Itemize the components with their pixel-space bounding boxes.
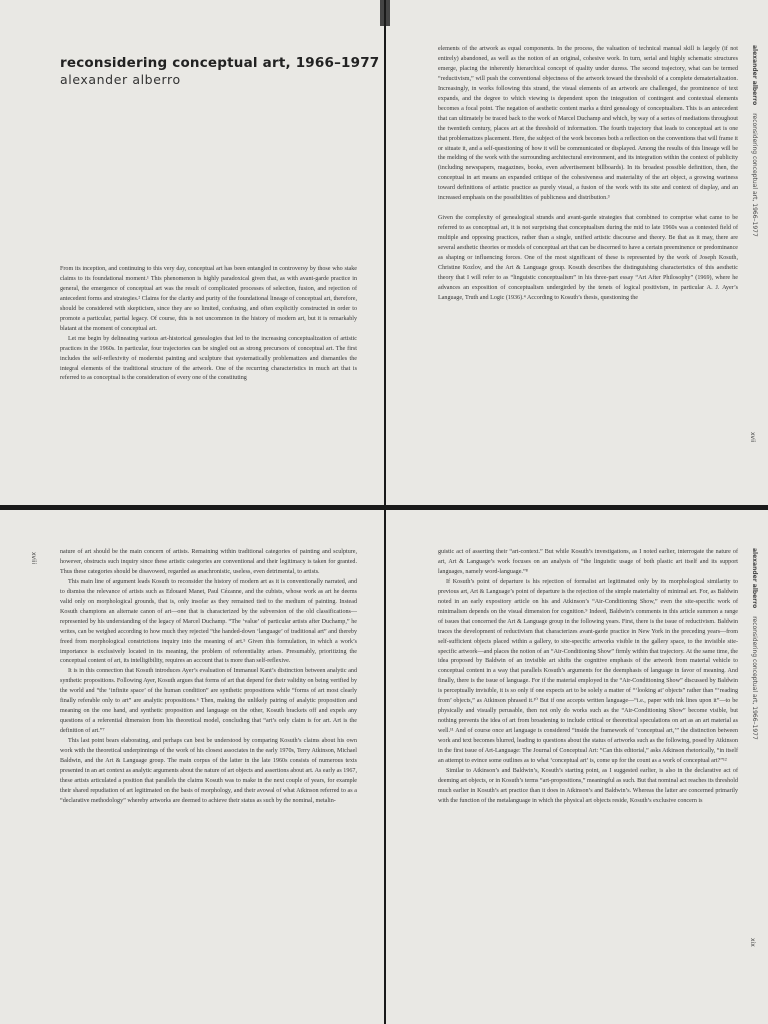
paragraph: From its inception, and continuing to this very day, conceptual art has been entangled in controversy by those who stake claims to its foundational moment.¹ This phenomenon is highly paradoxical given that, as with avant-garde practice in general, the emergence of conceptual art was the result of complicated processes of selection, fusion, and rejection of antecedent forms and strategies.² Claims for the clarity and purity of the foundational lineage of conceptual art, therefore, should be considered with skepticism, since they are so limited, confusing, and often explicitly constructed in order to promote a particular, partial legacy. Of course, this is not uncommon in the history of modern art, but it is remarkably blatant at the moment of conceptual art. [60, 266, 357, 332]
paragraph: This main line of argument leads Kosuth to reconsider the history of modern art as it is conventionally narrated, and to dismiss the relevance of artists such as Edouard Manet, Paul Cézanne, and the cubists, whose work as art he deems valid only on morphological grounds, that is, only insofar as they remained tied to the medium of painting. Instead Kosuth champions an alternate canon of art—one that is characterized by the subversion of the old classifications—represented by his understanding of the legacy of Marcel Duchamp. “The ‘value’ of particular artists after Duchamp,” he writes, can be weighed according to how much they rejected “the handed-down ‘language’ of traditional art” and thereby freed from morphological constrictions inquiry into the meaning of art.⁵ Given this formulation, in which a work’s importance is exclusively located in its meaning, the problem of referentiality arises. Presumably, prioritizing the conceptual content of art, its intelligibility, requires an account that is more than self-reflexive. [60, 578, 357, 665]
body-text [438, 45, 738, 304]
paragraph: guistic act of asserting their “art-context.” But while Kosuth’s investigations, as I noted earlier, interrogate the nature of art, Art & Language’s work focuses on an analysis of “the linguistic usage of both plastic art itself and its support languages, namely word-language.”⁸ [438, 549, 738, 575]
page-3 [0, 510, 384, 1024]
running-head [751, 45, 758, 237]
page-edge-tab [380, 0, 384, 26]
running-head-author: alexander alberro [751, 45, 758, 106]
paragraph: It is in this connection that Kosuth introduces Ayer’s evaluation of Immanuel Kant’s distinction between analytic and synthetic propositions. Following Ayer, Kosuth argues that forms of art that depend for their validity on being verified by the world and “the ‘infinite space’ of the human condition” are synthetic propositions while “forms of art most clearly finally referable only to art” are analytic propositions.⁶ Then, making the unlikely pairing of analytic proposition and meaning on the one hand, and synthetic proposition and language on the other, Kosuth brackets off and expels any questions of a referential dimension from his theoretical model, concluding that “art’s only claim is for art. Art is the definition of art.”⁷ [60, 668, 357, 735]
running-head-author: alexander alberro [751, 548, 758, 609]
article-author: alexander alberro [60, 72, 181, 87]
body-text [60, 548, 357, 807]
paragraph: nature of art should be the main concern of artists. Remaining within traditional categories of painting and sculpture, however, obstructs such inquiry since these artistic categories are conventional and their legitimacy is taken for granted. Thus these categories should be disavowed, regarded as anachronistic, useless, even detrimental, to artists. [60, 549, 357, 575]
paragraph: If Kosuth’s point of departure is his rejection of formalist art legitimated only by its morphological similarity to previous art, Art & Language’s point of departure is the rejection of the simple materiality of minimal art. For, as Baldwin noted in an early expository article on his and Atkinson’s “Air-Conditioning Show,” even the site-specific work of minimalism depends on the visual dimension for cognition.⁹ Indeed, Baldwin’s comments in this article summon a range of issues that concerned the Art & Language group in the following years. First, there is the issue of reductivism. Baldwin traces the development of reductivism that characterizes avant-garde practice in New York in the preceding years—from self-sufficient objects placed within a gallery, to site-specific artworks visible in the gallery space, to the invisible site-specific artwork—and places the notion of an “Air-Conditioning Show” firmly within that trajectory. At the same time, the idea proposed by Baldwin of an invisible art shifts the cognitive emphasis of the artwork from material vehicle to conceptual content in a way that parallels Kosuth’s arguments for the deemphasis of language in favor of meaning. And finally, there is the issue of language. For if the material employed in the “Air-Conditioning Show” discussed by Baldwin is perceptually invisible, it is so only if one expects art to be solely a matter of “‘looking at’ objects” rather than “‘reading from’ objects,” as Atkinson phrased it.¹⁰ But if one accepts written language—“i.e., paper with ink lines upon it”—to be physically and visually perusable, then not only do works such as the “Air-Conditioning Show” become visible, but nothing prevents the idea of art from broadening to include critical or theoretical speculations on art as an art material as well.¹¹ And of course once art language is considered “inside the framework of ‘conceptual art,’” the distinction between work and text becomes blurred, leading to questions about the status of artworks such as the following, posed by Atkinson in the first issue of Art-Language: The Journal of Conceptual Art: “Can this editorial,” asks Atkinson rhetorically, “in itself an attempt to evince some outlines as to what ‘conceptual art’ is, come up for the count as a work of conceptual art?”¹² [438, 578, 738, 765]
running-head-title: reconsidering conceptual art, 1966–1977 [751, 616, 758, 740]
page-2 [386, 0, 768, 505]
paragraph: This last point bears elaborating, and perhaps can best be understood by comparing Kosuth’s claims about his own work with the theoretical underpinnings of the work of his closest associates in the early 1970s, Terry Atkinson, Michael Baldwin, and the Art & Language group. The main corpus of the latter in the late 1960s consists of numerous texts presented in an art context as analytic arguments about the nature of art objects and assertions about art. As early as 1967, these artists articulated a position that parallels the claims Kosuth was to make in the next couple of years, for example their shared repudiation of art legitimated on the basis of morphology, and their avowal of what Atkinson referred to as a “declarative methodology” whereby artworks are deemed to achieve their status as such by the nominal, metalin- [60, 738, 357, 804]
page-4 [386, 510, 768, 1024]
page-number: xvii [749, 432, 756, 443]
paragraph: Given the complexity of genealogical strands and avant-garde strategies that combined to comprise what came to be referred to as conceptual art, it is not surprising that conceptualism during the mid to late 1960s was a contested field of multiple and opposing practices, rather than a single, unified artistic discourse and theory. Be that as it may, there are several aesthetic theories or models of conceptual art that can be discerned to have a certain preeminence or predominance as shaping or influencing forces. One of the most significant of these is represented by the work of Joseph Kosuth, Christine Kozlov, and the Art & Language group. Kosuth describes the distinguishing characteristics of this aesthetic theory that I will refer to as “linguistic conceptualism” in his three-part essay “Art After Philosophy” (1969), where he advances an exposition of conceptualism undergirded by the tenets of logical positivism, in particular A. J. Ayer’s Language, Truth and Logic (1936).⁴ According to Kosuth’s thesis, questioning the [438, 215, 738, 301]
paragraph: elements of the artwork as equal components. In the process, the valuation of technical manual skill is largely (if not entirely) abandoned, as well as the notion of an original, cohesive work. In turn, serial and highly schematic structures emerge, placing the inherently hierarchical concept of quality under duress. The second trajectory, what can be termed “reductivism,” will push the conventional objectness of the artwork toward the threshold of a complete dematerialization. Increasingly, in works following this strand, the visual elements of an artwork are challenged, the prominence of text expands, and the degree to which viewing is dependent upon the integration of contingent and contextual elements becomes a focal point. The negation of aesthetic content marks a third genealogy of conceptualism. This is an antecedent that can ultimately be traced back to the work of Marcel Duchamp and which, by way of a series of mediations throughout the twentieth century, places art at the threshold of information. The fourth trajectory that leads to conceptual art is one that problematizes placement. Here, the subject of the work becomes both a reflection on the conventions that will frame it or situate it, and a self-questioning of how it will be communicated or displayed. Among the results of this lineage will be the melding of the work with the surrounding architectural environment, and its integration within the context of publicity (including newspapers, magazines, books, even advertisement billboards). In its broadest possible definition, then, the conceptual in art means an expanded critique of the cohesiveness and materiality of the art object, a growing wariness toward definitions of artistic practice as purely visual, a fusion of the work with its site and context of display, and an increased emphasis on the possibilities of publicness and distribution.³ [438, 46, 738, 202]
page-number: xix [749, 938, 756, 947]
body-text [438, 548, 738, 807]
page-number: xviii [30, 552, 37, 565]
page-edge-tab [386, 0, 390, 26]
article-title: reconsidering conceptual art, 1966–1977 [60, 55, 380, 71]
running-head [751, 548, 758, 740]
page-1 [0, 0, 384, 505]
paragraph: Similar to Atkinson’s and Baldwin’s, Kosuth’s starting point, as I suggested earlier, is also in the declarative act of deeming art objects, or in Kosuth’s terms “art-propositions,” meaningful as such. But that nominal act reaches its threshold much earlier in Kosuth’s art practice than it does in Atkinson’s and Baldwin’s. Whereas the latter are concerned primarily with the function of the metalanguage in which the physical art objects reside, Kosuth’s exclusive concern is [438, 767, 738, 804]
running-head-title: reconsidering conceptual art, 1966–1977 [751, 113, 758, 237]
body-text [60, 265, 357, 384]
paragraph: Let me begin by delineating various art-historical genealogies that led to the increasing conceptualization of artistic practices in the 1960s. In particular, four trajectories can be singled out as strong precursors of conceptual art. The first includes the self-reflexivity of modernist painting and sculpture that systematically problematizes and dismantles the integral elements of the traditional structure of the artwork. One of the recurring characteristics in much art that is referred to as conceptual is the consideration of every one of the constituting [60, 335, 357, 382]
